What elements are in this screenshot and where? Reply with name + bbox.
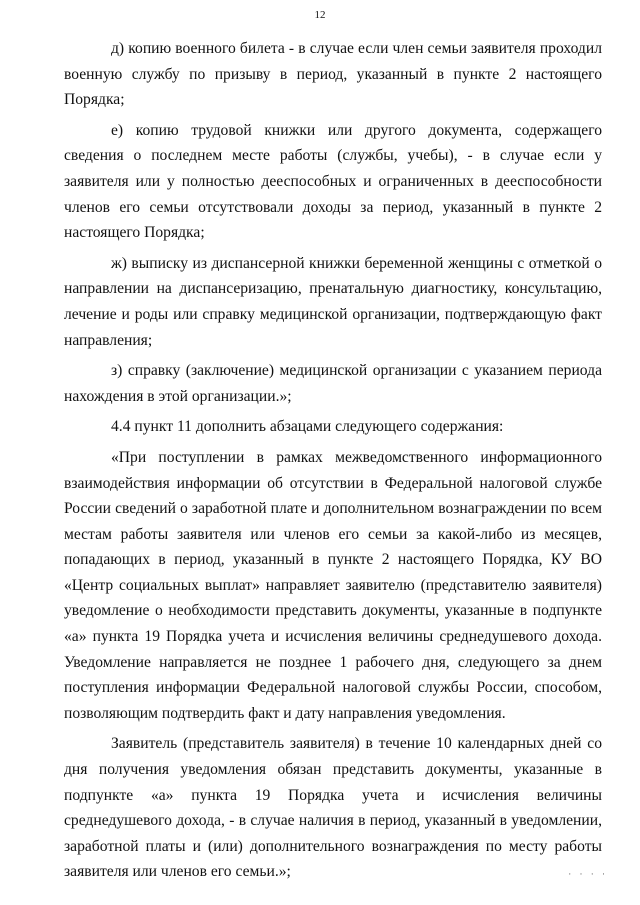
paragraph-applicant-obligation: Заявитель (представитель заявителя) в течение 10 календарных дней со дня получения уведомления обязан представить документы, указанные в подпункте «а» пункта 19 Порядка учета и исчисления величины среднедушевого дохода, - в случае наличия в период, указанный в уведомлении, заработной платы и (или) дополнительного вознаграждения по месту работы заявителя или членов его семьи.»; <box>64 735 602 881</box>
paragraph-z-medical-certificate: з) справку (заключение) медицинской организации с указанием периода нахождения в этой организации.»; <box>64 362 602 405</box>
paragraph-d-military-id: д) копию военного билета - в случае если член семьи заявителя проходил военную службу по призыву в период, указанный в пункте 2 настоящего Порядка; <box>64 40 602 109</box>
paragraph-4-4-heading: 4.4 пункт 11 дополнить абзацами следующего содержания: <box>111 418 504 436</box>
paragraph-e-employment-record: е) копию трудовой книжки или другого документа, содержащего сведения о последнем месте работы (службы, учебы), - в случае если у заявителя или у полностью дееспособных и ограниченных в дееспособности членов его семьи отсутствовали доходы за период, указанный в пункте 2 настоящего Порядка; <box>64 121 602 242</box>
page-number: 12 <box>314 9 326 21</box>
paragraph-zh-pregnancy-record: ж) выписку из диспансерной книжки беременной женщины с отметкой о направлении на диспансеризацию, пренатальную диагностику, консультацию, лечение и роды или справку медицинской организации, подтверждающую факт направления; <box>64 254 602 349</box>
scan-artifact-mark: · · · · <box>568 869 608 879</box>
paragraph-interagency-info: «При поступлении в рамках межведомственного информационного взаимодействия информации об отсутствии в Федеральной налоговой службе России сведений о заработной плате и дополнительном вознаграждении по всем местам работы заявителя или членов его семьи за какой-либо из месяцев, попадающих в период, указанный в пункте 2 настоящего Порядка, КУ ВО «Центр социальных выплат» направляет заявителю (представителю заявителя) уведомление о необходимости представить документы, указанные в подпункте «а» пункта 19 Порядка учета и исчисления величины среднедушевого дохода. Уведомление направляется не позднее 1 рабочего дня, следующего за днем поступления информации Федеральной налоговой службы России, способом, позволяющим подтвердить факт и дату направления уведомления. <box>64 448 602 722</box>
document-body <box>64 36 602 890</box>
